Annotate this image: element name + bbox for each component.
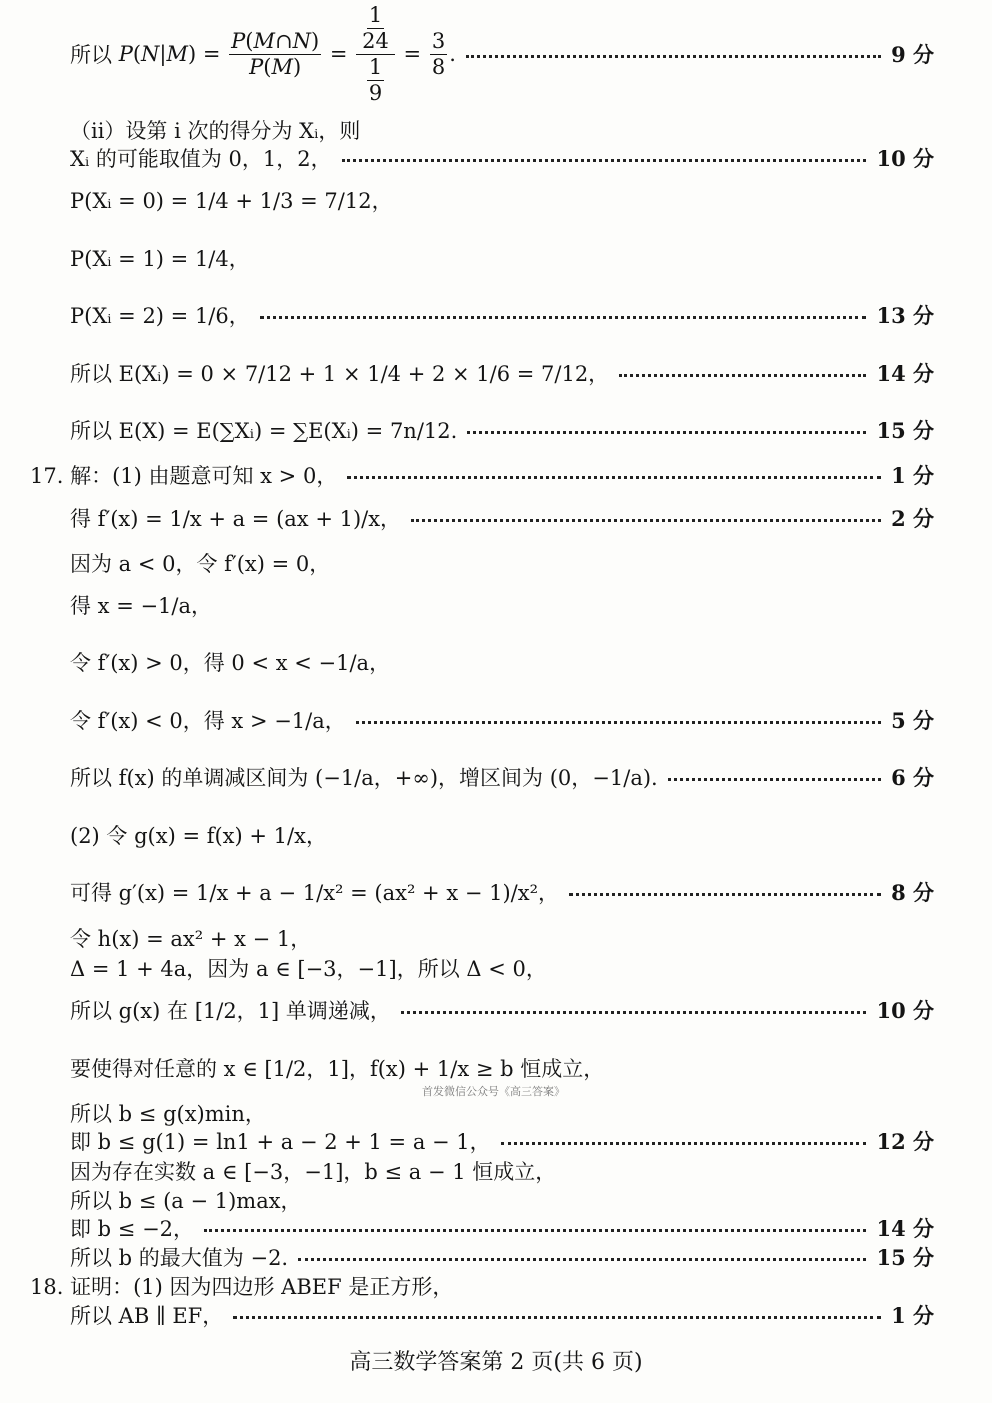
leader-dots — [619, 374, 866, 377]
score-label: 10 分 — [876, 998, 934, 1023]
leader-dots — [467, 431, 866, 434]
line-text: 令 f′(x) < 0，得 x > −1/a， — [70, 709, 346, 733]
solution-line — [70, 498, 934, 538]
line-text: Xᵢ 的可能取值为 0，1，2， — [70, 147, 332, 171]
score-label: 12 分 — [876, 1129, 934, 1154]
solution-line — [70, 948, 934, 988]
leader-dots — [347, 476, 881, 479]
solution-line — [70, 238, 934, 278]
page-footer: 高三数学答案第 2 页(共 6 页) — [349, 1350, 643, 1375]
score-label: 15 分 — [876, 418, 934, 443]
leader-dots — [569, 893, 881, 896]
line-text: 所以 E(Xᵢ) = 0 × 7/12 + 1 × 1/4 + 2 × 1/6 = 7/12， — [70, 362, 610, 386]
line-text: P(Xᵢ = 2) = 1/6， — [70, 304, 250, 328]
solution-line — [70, 1295, 934, 1335]
score-label: 14 分 — [876, 361, 934, 386]
line-text: （ⅱ）设第 i 次的得分为 Xᵢ，则 — [70, 119, 361, 143]
solution-line — [70, 815, 934, 855]
leader-dots — [411, 519, 881, 522]
solution-line — [70, 757, 934, 797]
leader-dots — [298, 1258, 866, 1261]
solution-line — [70, 700, 934, 740]
line-text: 17. 解：(1) 由题意可知 x > 0， — [30, 464, 338, 488]
line-text: 得 x = −1/a， — [70, 594, 213, 618]
leader-dots — [501, 1142, 867, 1145]
leader-dots — [342, 159, 867, 162]
score-label: 13 分 — [876, 303, 934, 328]
line-text: (2) 令 g(x) = f(x) + 1/x， — [70, 824, 327, 848]
score-label: 14 分 — [876, 1216, 934, 1241]
line-text: 得 f′(x) = 1/x + a = (ax + 1)/x， — [70, 507, 402, 531]
solution-line — [70, 295, 934, 335]
leader-dots — [668, 778, 881, 781]
score-label: 2 分 — [891, 506, 934, 531]
line-text: 18. 证明：(1) 因为四边形 ABEF 是正方形， — [30, 1275, 454, 1299]
solution-line — [70, 642, 934, 682]
line-text: 所以 f(x) 的单调减区间为 (−1/a，+∞)，增区间为 (0，−1/a). — [70, 766, 658, 790]
line-text: 所以 E(X) = E(∑Xᵢ) = ∑E(Xᵢ) = 7n/12. — [70, 419, 458, 443]
line-text: 所以 b 的最大值为 −2. — [70, 1246, 289, 1270]
line-text: 所以 AB ∥ EF， — [70, 1304, 224, 1328]
line-text: 令 h(x) = ax² + x − 1， — [70, 927, 312, 951]
line-text: Δ = 1 + 4a，因为 a ∈ [−3，−1]，所以 Δ < 0， — [70, 957, 547, 981]
solution-line — [70, 585, 934, 625]
solution-line — [70, 1048, 934, 1088]
line-text: 可得 g′(x) = 1/x + a − 1/x² = (ax² + x − 1)/x²， — [70, 881, 559, 905]
line-text: P(Xᵢ = 0) = 1/4 + 1/3 = 7/12， — [70, 189, 393, 213]
solution-line — [70, 872, 934, 912]
score-label: 15 分 — [876, 1245, 934, 1270]
score-label: 5 分 — [891, 708, 934, 733]
line-text: 所以 b ≤ g(x)min， — [70, 1102, 266, 1126]
formula-conditional-probability: 所以 P ( N | M ) = $\frac{P(M\cap N)}{P(M)}$ = $\frac{\frac{1}{24}}{\frac{1}{9}}$ = $\frac{3}{8}$ . — [70, 2, 456, 105]
line-text: 令 f′(x) > 0，得 0 < x < −1/a， — [70, 651, 391, 675]
solution-line — [70, 990, 934, 1030]
line-text: 即 b ≤ −2， — [70, 1217, 195, 1241]
score-label: 8 分 — [891, 880, 934, 905]
line-text: 所以 g(x) 在 [1/2，1] 单调递减， — [70, 999, 391, 1023]
solution-line — [70, 543, 934, 583]
score-label: 1 分 — [891, 1303, 934, 1328]
line-text: 即 b ≤ g(1) = ln1 + a − 2 + 1 = a − 1， — [70, 1130, 491, 1154]
leader-dots — [401, 1011, 867, 1014]
line-text: 因为 a < 0，令 f′(x) = 0， — [70, 552, 331, 576]
problem-17-heading — [30, 455, 934, 495]
solution-line — [70, 138, 934, 178]
score-label: 6 分 — [891, 765, 934, 790]
solution-line — [70, 410, 934, 450]
line-text: 所以 b ≤ (a − 1)max， — [70, 1189, 302, 1213]
leader-dots — [356, 721, 881, 724]
watermark-text: 首发微信公众号《高三答案》 — [422, 1085, 565, 1098]
leader-dots — [204, 1229, 866, 1232]
solution-line — [70, 2, 934, 105]
score-label: 10 分 — [876, 146, 934, 171]
solution-line — [70, 353, 934, 393]
line-text: 因为存在实数 a ∈ [−3，−1]，b ≤ a − 1 恒成立， — [70, 1160, 557, 1184]
leader-dots — [466, 55, 881, 58]
score-label: 1 分 — [891, 463, 934, 488]
leader-dots — [260, 316, 867, 319]
score-label: 9 分 — [891, 42, 934, 67]
solution-line — [70, 180, 934, 220]
line-text: 要使得对任意的 x ∈ [1/2，1]，f(x) + 1/x ≥ b 恒成立， — [70, 1057, 605, 1081]
leader-dots — [233, 1316, 881, 1319]
line-text: P(Xᵢ = 1) = 1/4， — [70, 247, 250, 271]
